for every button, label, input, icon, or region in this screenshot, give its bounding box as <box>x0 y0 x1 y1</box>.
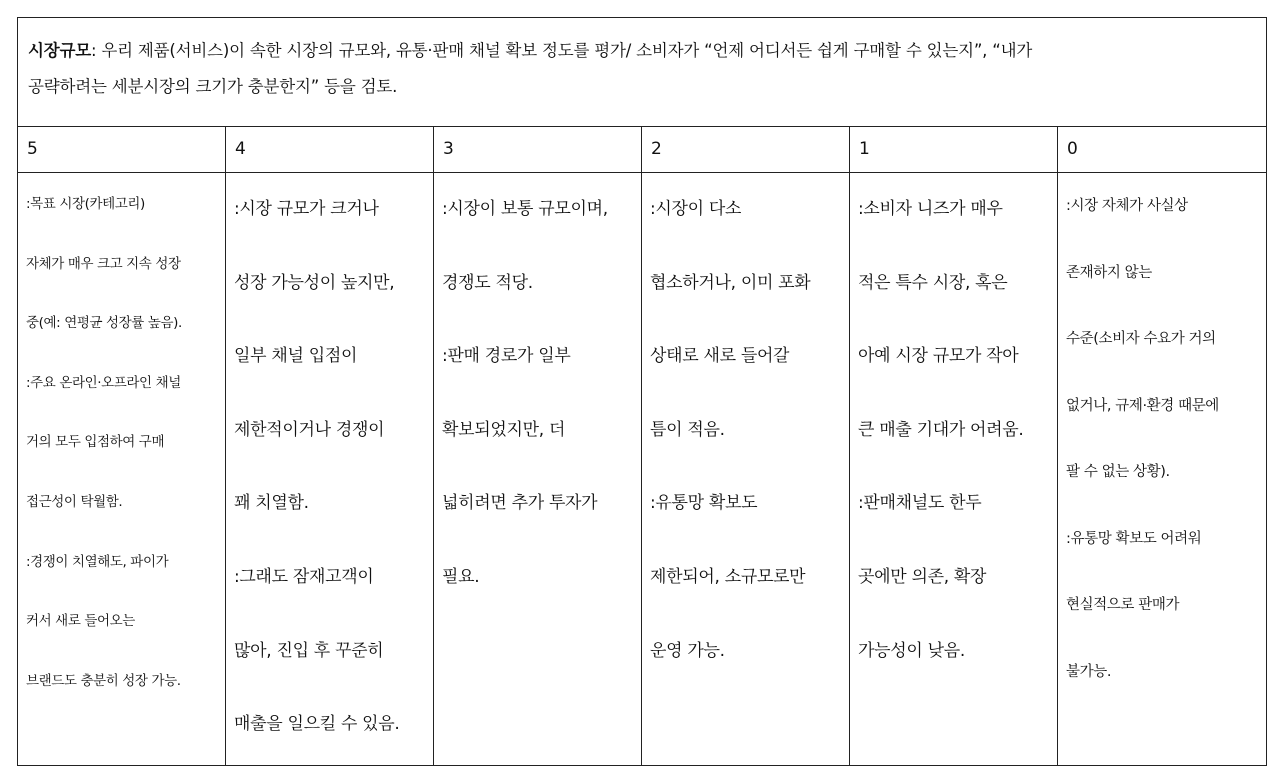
description-line: 불가능. <box>1066 663 1112 680</box>
score-cell-5: 5 <box>18 127 226 173</box>
description-line: 일부 채널 입점이 <box>234 346 358 367</box>
description-cell-0 <box>1058 173 1267 766</box>
score-cell-4: 4 <box>226 127 434 173</box>
description-cell-3 <box>434 173 642 766</box>
description-line: 곳에만 의존, 확장 <box>858 566 987 587</box>
description-line: :소비자 니즈가 매우 <box>858 199 1003 219</box>
description-line: :판매 경로가 일부 <box>442 346 571 367</box>
criteria-description-line-2: 공략하려는 세분시장의 크기가 충분한지” 등을 검토. <box>28 77 398 96</box>
description-line: 넓히려면 추가 투자가 <box>442 493 598 514</box>
header-row <box>18 18 1267 127</box>
description-line: 확보되었지만, 더 <box>442 419 566 440</box>
description-line: 제한되어, 소규모로만 <box>650 566 806 587</box>
description-line: 많아, 진입 후 꾸준히 <box>234 640 384 661</box>
description-line: 필요. <box>442 566 480 587</box>
description-line: 수준(소비자 수요가 거의 <box>1066 331 1216 347</box>
score-cell-0: 0 <box>1058 127 1267 173</box>
score-cell-3: 3 <box>434 127 642 173</box>
description-line: 적은 특수 시장, 혹은 <box>858 272 1008 293</box>
description-line: :시장 규모가 크거나 <box>234 199 379 219</box>
description-line: 매출을 일으킬 수 있음. <box>234 714 400 735</box>
description-line: 경쟁도 적당. <box>442 272 533 293</box>
description-line: 커서 새로 들어오는 <box>26 613 135 630</box>
criteria-term: 시장규모 <box>28 41 91 60</box>
description-line: 거의 모두 입점하여 구매 <box>26 434 165 451</box>
description-cell-2 <box>642 173 850 766</box>
description-cell-1 <box>850 173 1058 766</box>
description-row <box>18 173 1267 766</box>
description-line: :시장이 보통 규모이며, <box>442 199 608 219</box>
description-line: 제한적이거나 경쟁이 <box>234 419 385 440</box>
score-cell-2: 2 <box>642 127 850 173</box>
description-line: 팔 수 없는 상황). <box>1066 464 1170 480</box>
score-row <box>18 127 1267 173</box>
description-line: 협소하거나, 이미 포화 <box>650 272 811 293</box>
description-line: 자체가 매우 크고 지속 성장 <box>26 255 181 272</box>
description-line: 브랜드도 충분히 성장 가능. <box>26 672 181 689</box>
description-line: 큰 매출 기대가 어려움. <box>858 419 1024 440</box>
description-line: 꽤 치열함. <box>234 493 309 514</box>
description-line: :목표 시장(카테고리) <box>26 196 145 212</box>
description-line: 운영 가능. <box>650 640 725 661</box>
description-cell-5 <box>18 173 226 766</box>
description-line: 성장 가능성이 높지만, <box>234 272 395 293</box>
description-line: 없거나, 규제·환경 때문에 <box>1066 397 1219 414</box>
criteria-description-text: : 우리 제품(서비스)이 속한 시장의 규모와, 유통·판매 채널 확보 정도를 평가/ 소비자가 “언제 어디서든 쉽게 구매할 수 있는지”, “내가 <box>90 41 1033 60</box>
description-line: :그래도 잠재고객이 <box>234 566 374 587</box>
description-line: :유통망 확보도 어려워 <box>1066 530 1202 547</box>
description-cell-4 <box>226 173 434 766</box>
criteria-description-line-1 <box>28 33 1256 69</box>
criteria-description-cell <box>18 18 1267 127</box>
description-line: 존재하지 않는 <box>1066 264 1152 281</box>
description-line: :경쟁이 치열해도, 파이가 <box>26 553 169 570</box>
description-line: 가능성이 낮음. <box>858 640 965 661</box>
description-line: 상태로 새로 들어갈 <box>650 346 790 367</box>
score-cell-1: 1 <box>850 127 1058 173</box>
description-line: :판매채널도 한두 <box>858 493 982 514</box>
description-line: :주요 온라인·오프라인 채널 <box>26 374 181 391</box>
description-line: 현실적으로 판매가 <box>1066 597 1180 613</box>
description-line: 틈이 적음. <box>650 419 725 440</box>
description-line: :유통망 확보도 <box>650 493 758 514</box>
description-line: :시장 자체가 사실상 <box>1066 198 1188 214</box>
description-line: 중(예: 연평균 성장률 높음). <box>26 315 182 332</box>
description-line: 아예 시장 규모가 작아 <box>858 346 1019 367</box>
market-size-rubric-table <box>17 17 1267 766</box>
description-line: 접근성이 탁월함. <box>26 493 123 510</box>
description-line: :시장이 다소 <box>650 199 742 219</box>
